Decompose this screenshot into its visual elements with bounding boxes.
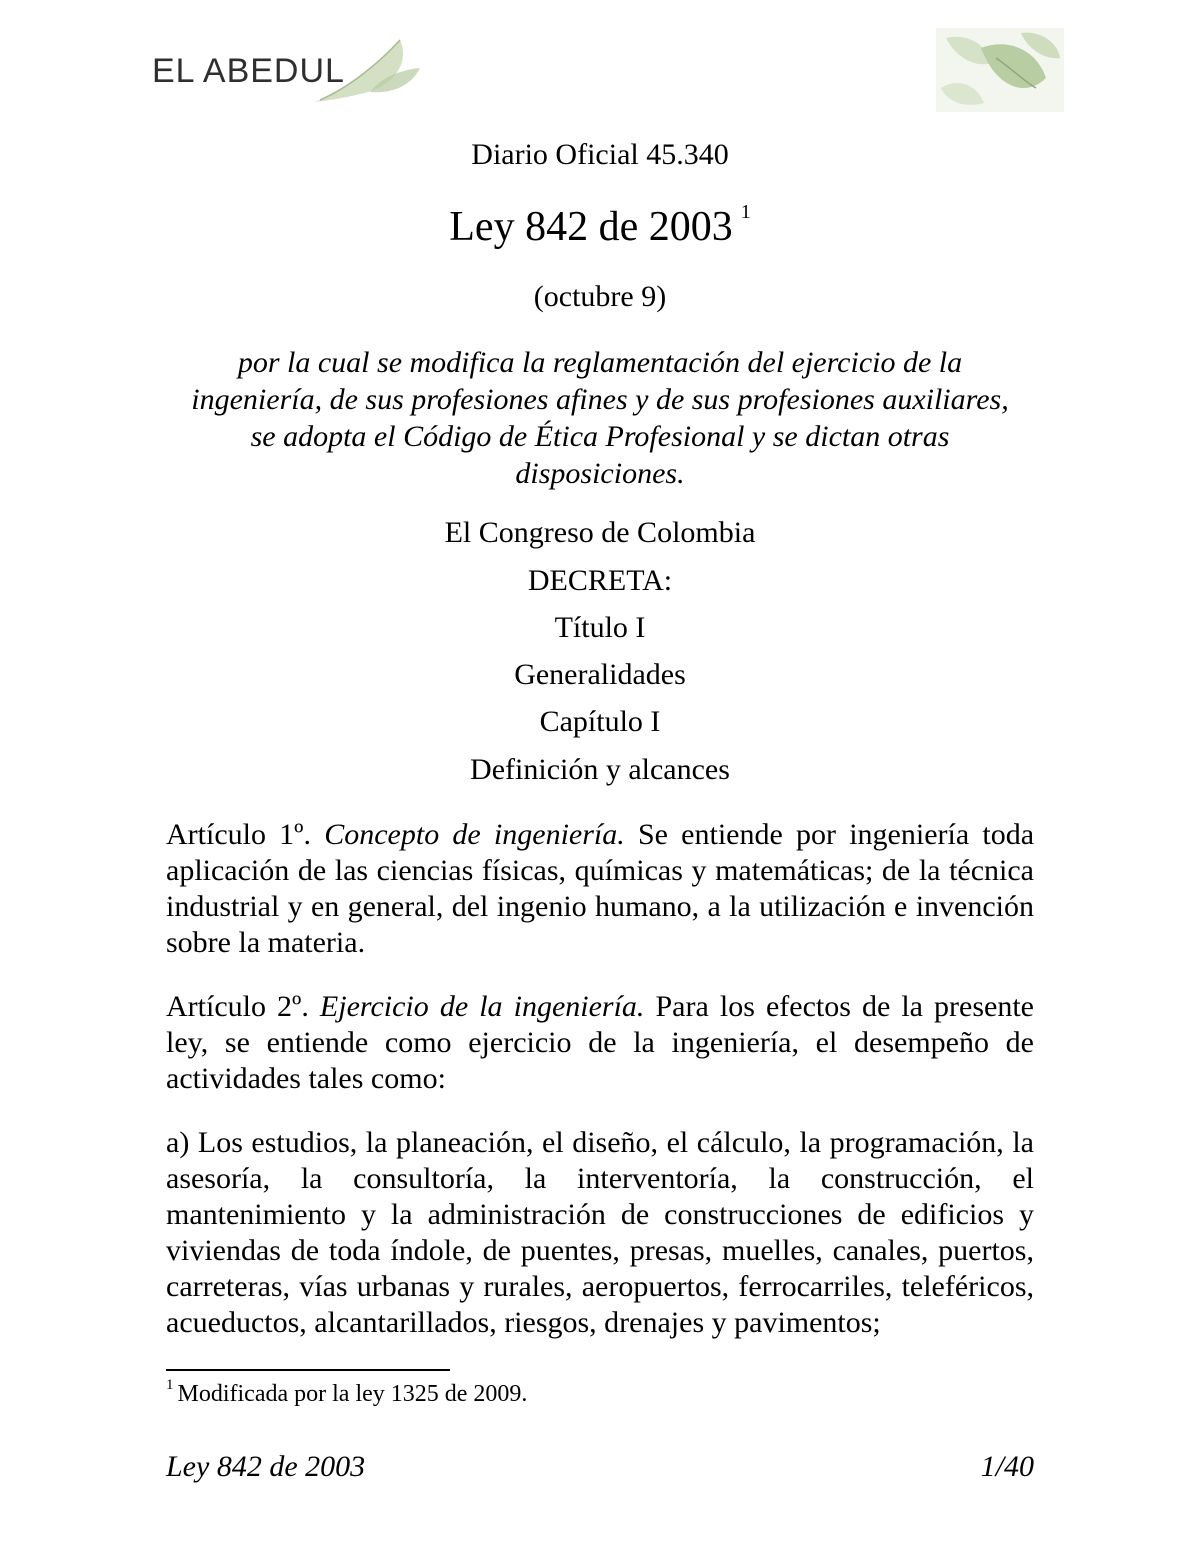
- title-heading: Título I: [554, 611, 646, 644]
- chapter-heading: Capítulo I: [539, 705, 661, 738]
- chapter-name: Definición y alcances: [470, 753, 730, 786]
- footnote-divider: [166, 1369, 450, 1371]
- birch-leaves-icon: [936, 28, 1064, 112]
- law-title: [0, 203, 1200, 251]
- summary-line: por la cual se modifica la reglamentación del ejercicio de la: [237, 346, 963, 379]
- summary-line: ingeniería, de sus profesiones afines y de sus profesiones auxiliares,: [191, 383, 1009, 416]
- law-footnote-mark[interactable]: 1: [740, 201, 751, 223]
- footer-document-title: Ley 842 de 2003: [166, 1450, 366, 1483]
- summary-line: disposiciones.: [515, 457, 685, 490]
- footnote-text: Modificada por la ley 1325 de 2009.: [177, 1381, 528, 1407]
- footnote-mark: 1: [166, 1377, 174, 1393]
- law-date: (octubre 9): [533, 280, 667, 313]
- footer-page-number: 1/40: [980, 1450, 1034, 1483]
- decree-heading: DECRETA:: [527, 564, 673, 597]
- article-2: [166, 989, 1034, 1097]
- article-text: Para los efectos de la presente ley, se entiende como ejercicio de la ingeniería, el desempeño de actividades tales como:: [166, 990, 1035, 1095]
- title-name: Generalidades: [514, 658, 686, 691]
- congress-heading: El Congreso de Colombia: [444, 516, 756, 549]
- law-summary: [0, 344, 1200, 492]
- article-label: Artículo 1º.: [166, 818, 311, 851]
- leaf-icon: [300, 32, 425, 107]
- summary-line: se adopta el Código de Ética Profesional y se dictan otras: [250, 420, 950, 453]
- article-2-item-a: a) Los estudios, la planeación, el diseño, el cálculo, la programación, la asesoría, la consultoría, la interventoría, la construcción, el mantenimiento y la administración de construcciones de edificios y viviendas de toda índole, de puentes, presas, muelles, canales, puertos, carreteras, vías urbanas y rurales, aeropuertos, ferrocarriles, teleféricos, acueductos, alcantarillados, riesgos, drenajes y pavimentos;: [166, 1126, 1034, 1339]
- footnote: [166, 1377, 528, 1408]
- law-title-text: Ley 842 de 2003: [449, 204, 733, 250]
- article-heading: Concepto de ingeniería.: [324, 818, 625, 851]
- article-heading: Ejercicio de la ingeniería.: [319, 990, 645, 1023]
- gazette-line: Diario Oficial 45.340: [471, 138, 729, 171]
- article-text: Se entiende por ingeniería toda aplicación de las ciencias físicas, químicas y matemáticas; de la técnica industrial y en general, del ingenio humano, a la utilización e invención sobre la materia.: [166, 818, 1035, 959]
- article-label: Artículo 2º.: [166, 990, 309, 1023]
- article-1: [166, 817, 1034, 961]
- header-logo: EL ABEDUL: [152, 52, 345, 90]
